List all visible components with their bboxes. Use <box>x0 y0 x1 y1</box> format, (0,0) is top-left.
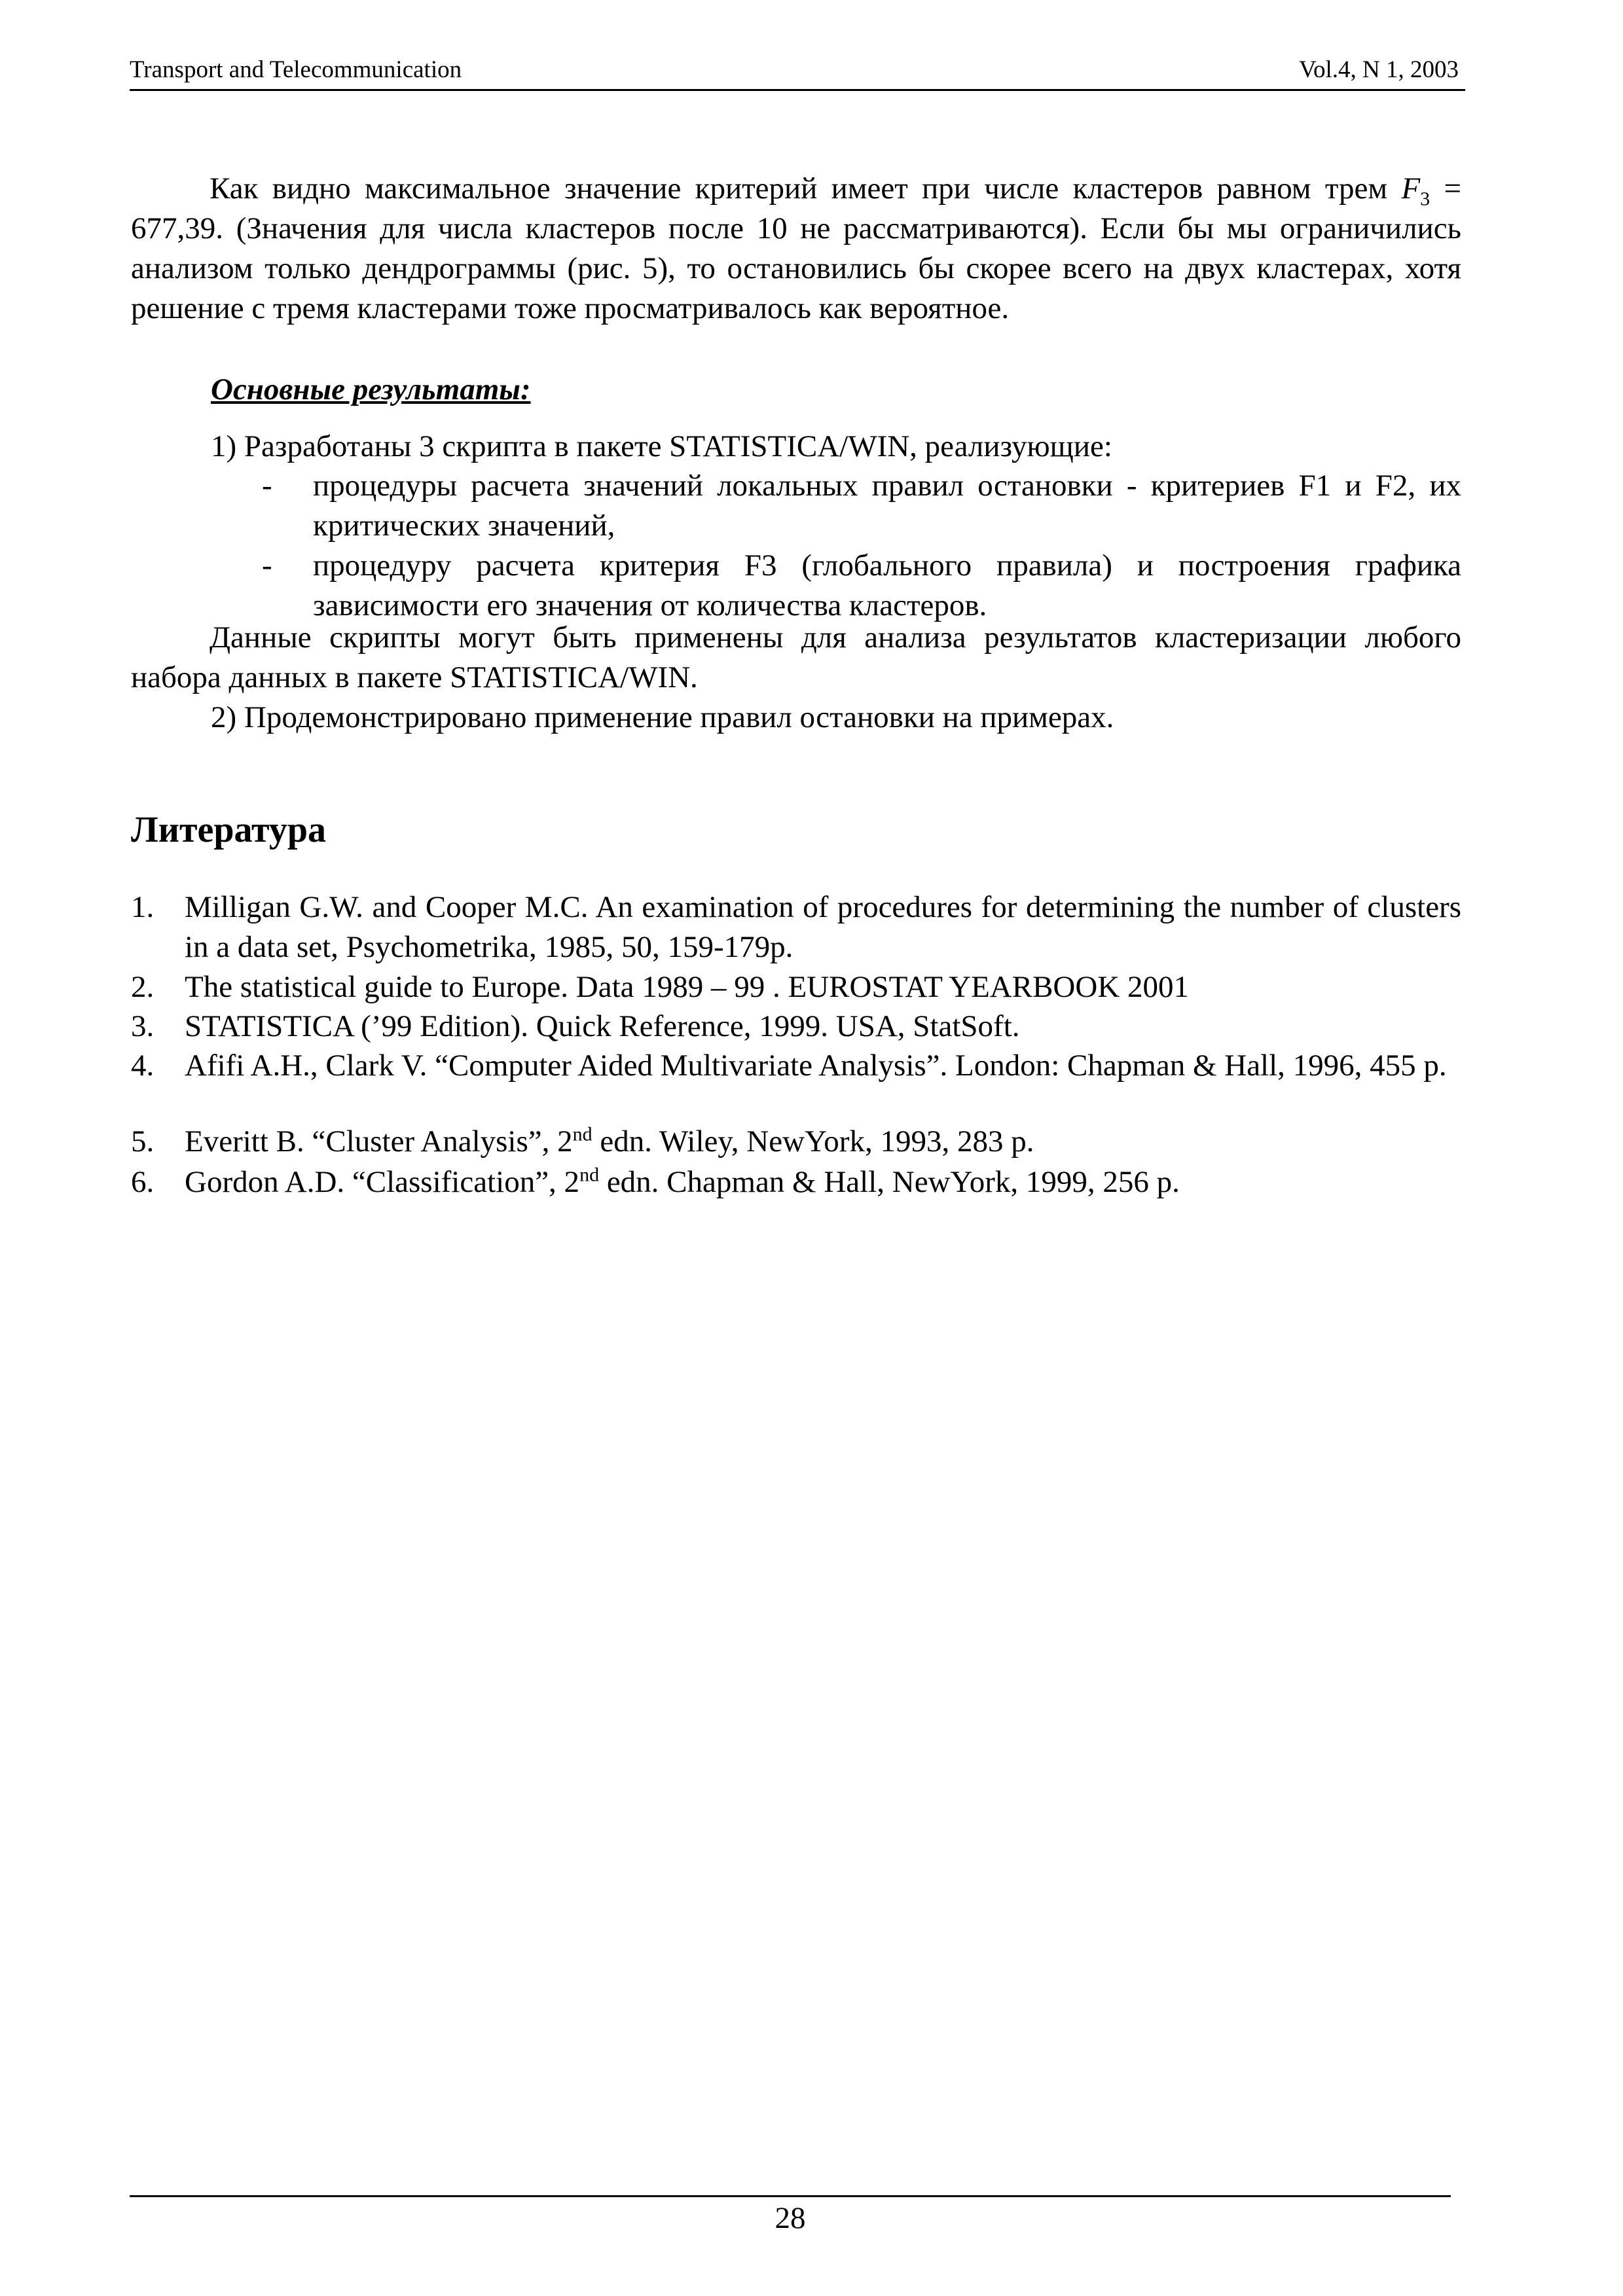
results-item-2: 2) Продемонстрировано применение правил остановки на примерах. <box>211 700 1114 734</box>
reference-5-superscript: nd <box>572 1123 593 1145</box>
formula-variable: F <box>1401 171 1421 206</box>
ref-number-5: 5. <box>131 1124 155 1158</box>
bullet-dash-2: - <box>262 548 272 583</box>
formula-subscript: 3 <box>1420 188 1431 210</box>
ref-number-3: 3. <box>131 1009 155 1043</box>
reference-2: The statistical guide to Europe. Data 1989 – 99 . EUROSTAT YEARBOOK 2001 <box>185 970 1189 1004</box>
reference-5-text-b: edn. Wiley, NewYork, 1993, 283 p. <box>592 1124 1034 1158</box>
reference-3: STATISTICA (’99 Edition). Quick Reference, 1999. USA, StatSoft. <box>185 1009 1020 1043</box>
bullet-item-2: процедуру расчета критерия F3 (глобального правила) и построения графика зависимости его значения от количества кластеров. <box>313 548 1461 622</box>
ref-number-2: 2. <box>131 970 155 1004</box>
intro-text-a: Как видно максимальное значение критерий имеет при числе кластеров равном трем <box>210 171 1402 206</box>
results-heading: Основные результаты: <box>211 372 531 406</box>
reference-5-text-a: Everitt B. “Cluster Analysis”, 2 <box>185 1124 573 1158</box>
running-header <box>130 54 1465 91</box>
page-number: 28 <box>775 2201 806 2235</box>
reference-1: Milligan G.W. and Cooper M.C. An examination of procedures for determining the number of clusters in a data set, Psychometrika, 1985, 50, 159-179p. <box>185 890 1461 964</box>
scripts-paragraph: Данные скрипты могут быть применены для анализа результатов кластеризации любого набора данных в пакете STATISTICA/WIN. <box>131 620 1461 694</box>
intro-text-b: = 677,39. (Значения для числа кластеров после 10 не рассматриваются). Если бы мы ограничились анализом только дендрограммы (рис. 5), то остановились бы скорее всего на двух кластерах, хотя решение с тремя кластерами тоже просматривалось как вероятное. <box>131 171 1461 325</box>
references-title: Литература <box>131 810 326 850</box>
ref-number-6: 6. <box>131 1165 155 1199</box>
reference-5 <box>185 1122 1461 1162</box>
reference-4: Afifi A.H., Clark V. “Computer Aided Multivariate Analysis”. London: Chapman & Hall, 1996, 455 p. <box>185 1049 1447 1083</box>
bullet-item-1: процедуры расчета значений локальных правил остановки - критериев F1 и F2, их критических значений, <box>313 469 1461 543</box>
reference-6-text-a: Gordon A.D. “Classification”, 2 <box>185 1165 580 1199</box>
issue-info: Vol.4, N 1, 2003 <box>1299 56 1459 83</box>
results-item-1: 1) Разработаны 3 скрипта в пакете STATISTICA/WIN, реализующие: <box>211 429 1112 463</box>
ref-number-4: 4. <box>131 1049 155 1083</box>
reference-6-text-b: edn. Chapman & Hall, NewYork, 1999, 256 p. <box>599 1165 1180 1199</box>
ref-number-1: 1. <box>131 890 155 924</box>
reference-6-superscript: nd <box>579 1164 600 1186</box>
reference-6 <box>185 1162 1461 1202</box>
journal-title: Transport and Telecommunication <box>130 56 462 83</box>
bullet-dash-1: - <box>262 469 272 503</box>
footer-rule <box>130 2195 1451 2197</box>
intro-paragraph <box>131 169 1461 329</box>
